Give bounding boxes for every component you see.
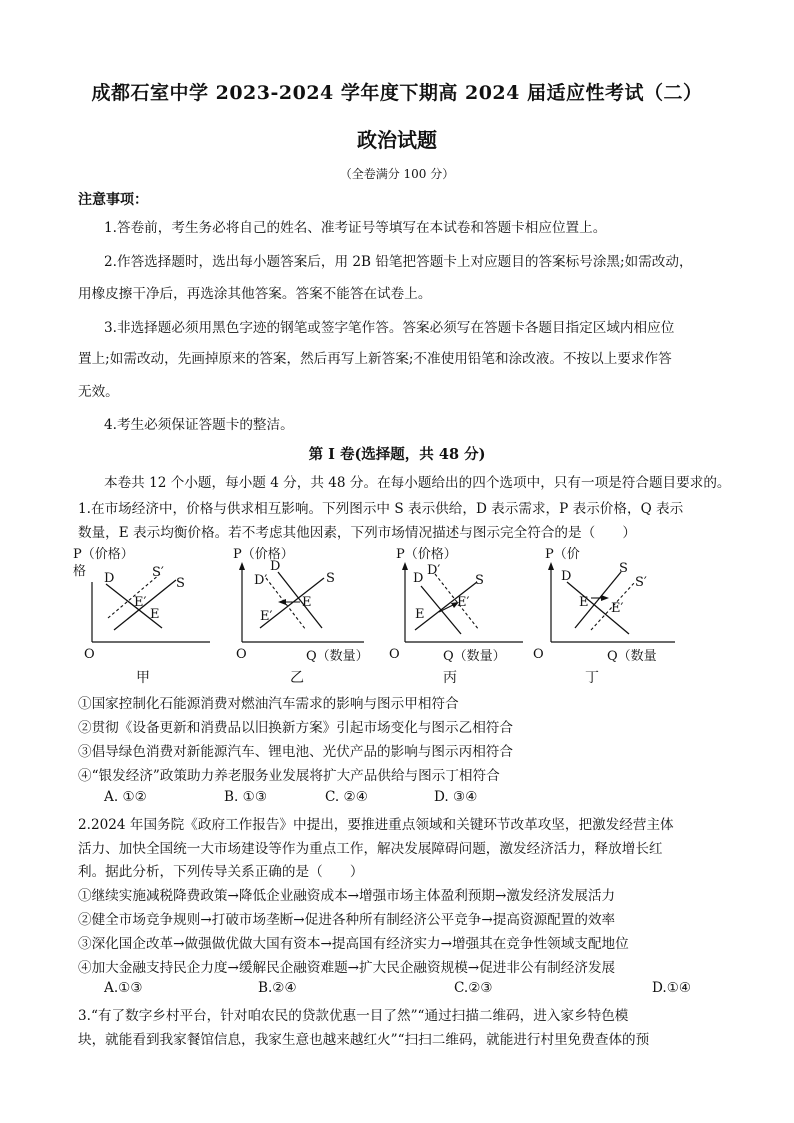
q1-option-1: ①国家控制化石能源消费对燃油汽车需求的影响与图示甲相符合 — [78, 696, 459, 712]
graph-jia-d: D — [104, 571, 115, 586]
graph-ding-p-label: P（价 — [545, 547, 580, 562]
q2-line-2: 活力、加快全国统一大市场建设等作为重点工作，解决发展障碍问题，激发经济活力，释放增长红 — [78, 841, 663, 857]
graph-yi-origin: O — [236, 647, 247, 662]
graph-bing-s: S — [475, 573, 484, 588]
notice-item-1: 1.答卷前，考生务必将自己的姓名、准考证号等填写在本试卷和答题卡相应位置上。 — [104, 220, 607, 236]
score-note: （全卷满分 100 分） — [339, 167, 455, 181]
q1-line-1: 1.在市场经济中，价格与供求相互影响。下列图示中 S 表示供给，D 表示需求，P 表示价格，Q 表示 — [78, 501, 684, 517]
graph-jia-origin: O — [84, 647, 95, 662]
graph-yi-q-label: Q（数量） — [306, 649, 369, 664]
section-1-title: 第 I 卷(选择题，共 48 分) — [308, 446, 486, 463]
graph-jia-p-label-cont: 格 — [73, 564, 87, 579]
q2-option-4: ④加大金融支持民企力度→缓解民企融资难题→扩大民企融资规模→促进非公有制经济发展 — [78, 960, 616, 976]
graph-bing — [385, 542, 535, 688]
q1-choice-a: A. ①② — [104, 789, 147, 805]
q1-choice-c: C. ②④ — [325, 789, 368, 805]
section-1-intro: 本卷共 12 个小题，每小题 4 分，共 48 分。在每小题给出的四个选项中，只有一项是符合题目要求的。 — [104, 475, 731, 491]
graph-jia-e2: E′ — [134, 595, 147, 610]
subject-title: 政治试题 — [357, 128, 437, 152]
notice-item-2-line-1: 2.作答选择题时，选出每小题答案后，用 2B 铅笔把答题卡上对应题目的答案标号涂黑;如需改动， — [104, 254, 693, 270]
q2-line-1: 2.2024 年国务院《政府工作报告》中提出，要推进重点领域和关键环节改革攻坚，把激发经营主体 — [78, 817, 674, 833]
q3-line-2: 块，就能看到我家餐馆信息，我家生意也越来越红火”“扫扫二维码，就能进行村里免费查体的预 — [78, 1032, 650, 1048]
notice-item-3-line-1: 3.非选择题必须用黑色字迹的钢笔或签字笔作答。答案必须写在答题卡各题目指定区域内相应位 — [104, 320, 675, 336]
graph-yi-y-arrow — [239, 562, 245, 570]
graph-bing-caption: 丙 — [443, 670, 457, 686]
notice-item-3-line-2: 置上;如需改动，先画掉原来的答案，然后再写上新答案;不准使用铅笔和涂改液。不按以上要求作答 — [78, 351, 672, 367]
q2-choice-c: C.②③ — [454, 980, 493, 996]
q3-line-1: 3.“有了数字乡村平台，针对咱农民的贷款优惠一目了然”“通过扫描二维码，进入家乡特色模 — [78, 1008, 629, 1024]
graph-jia-p-label: P（价格） — [73, 547, 134, 562]
q2-option-2: ②健全市场竞争规则→打破市场垄断→促进各种所有制经济公平竞争→提高资源配置的效率 — [78, 912, 616, 928]
q2-choice-a: A.①③ — [104, 980, 143, 996]
graph-yi — [230, 542, 380, 688]
notice-item-3-line-3: 无效。 — [78, 384, 119, 400]
graph-bing-origin: O — [389, 647, 400, 662]
graph-ding-d: D — [561, 569, 572, 584]
graph-bing-e2: E′ — [457, 595, 470, 610]
graph-bing-d2: D′ — [427, 563, 441, 578]
graph-yi-s: S — [326, 571, 335, 586]
graph-bing-q-label: Q（数量） — [443, 649, 506, 664]
graph-yi-shift-arrowhead — [278, 599, 286, 605]
graph-ding — [535, 542, 685, 688]
graph-jia-caption: 甲 — [136, 670, 150, 686]
notice-item-4: 4.考生必须保证答题卡的整洁。 — [104, 417, 294, 433]
q1-choice-d: D. ③④ — [434, 789, 478, 805]
graph-bing-p-label: P（价格） — [396, 547, 457, 562]
graph-ding-shift-arrowhead — [601, 595, 609, 601]
graph-jia — [70, 542, 220, 688]
graph-yi-p-label: P（价格） — [233, 547, 294, 562]
graph-ding-s: S — [619, 561, 628, 576]
graph-ding-caption: 丁 — [585, 670, 599, 686]
q2-choice-d: D.①④ — [652, 980, 692, 996]
graph-yi-d2: D′ — [254, 573, 268, 588]
graph-yi-caption: 乙 — [290, 670, 304, 686]
q1-option-3: ③倡导绿色消费对新能源汽车、锂电池、光伏产品的影响与图示丙相符合 — [78, 744, 513, 760]
graph-yi-e2: E′ — [260, 609, 273, 624]
notice-heading: 注意事项： — [78, 192, 148, 208]
graph-ding-s2: S′ — [635, 575, 647, 590]
graph-jia-s2: S′ — [152, 565, 164, 580]
q2-option-3: ③深化国企改革→做强做优做大国有资本→提高国有经济实力→增强其在竞争性领域支配地位 — [78, 936, 629, 952]
graph-jia-e: E — [150, 607, 160, 622]
graph-ding-e: E — [579, 595, 589, 610]
graph-bing-e: E — [415, 607, 425, 622]
graph-bing-d: D — [413, 571, 424, 586]
graph-bing-y-arrow — [402, 562, 408, 570]
q1-line-2: 数量，E 表示均衡价格。若不考虑其他因素，下列市场情况描述与图示完全符合的是（ ） — [78, 525, 636, 541]
q1-choice-b: B. ①③ — [224, 789, 268, 805]
q2-option-1: ①继续实施减税降费政策→降低企业融资成本→增强市场主体盈利预期→激发经济发展活力 — [78, 888, 616, 904]
graph-ding-y-arrow — [548, 562, 554, 570]
notice-item-2-line-2: 用橡皮擦干净后，再选涂其他答案。答案不能答在试卷上。 — [78, 286, 432, 302]
exam-title: 成都石室中学 2023-2024 学年度下期高 2024 届适应性考试（二） — [91, 82, 703, 104]
graph-yi-e: E — [302, 595, 312, 610]
q2-choice-b: B.②④ — [258, 980, 297, 996]
graph-ding-e2: E′ — [611, 601, 624, 616]
graph-ding-q-label: Q（数量 — [607, 649, 657, 664]
q2-line-3: 利。据此分析，下列传导关系正确的是（ ） — [78, 864, 364, 880]
q1-option-2: ②贯彻《设备更新和消费品以旧换新方案》引起市场变化与图示乙相符合 — [78, 720, 513, 736]
graph-ding-origin: O — [533, 647, 544, 662]
q1-option-4: ④“银发经济”政策助力养老服务业发展将扩大产品供给与图示丁相符合 — [78, 768, 500, 784]
graph-yi-d: D — [270, 559, 281, 574]
graph-jia-s: S — [176, 576, 185, 591]
